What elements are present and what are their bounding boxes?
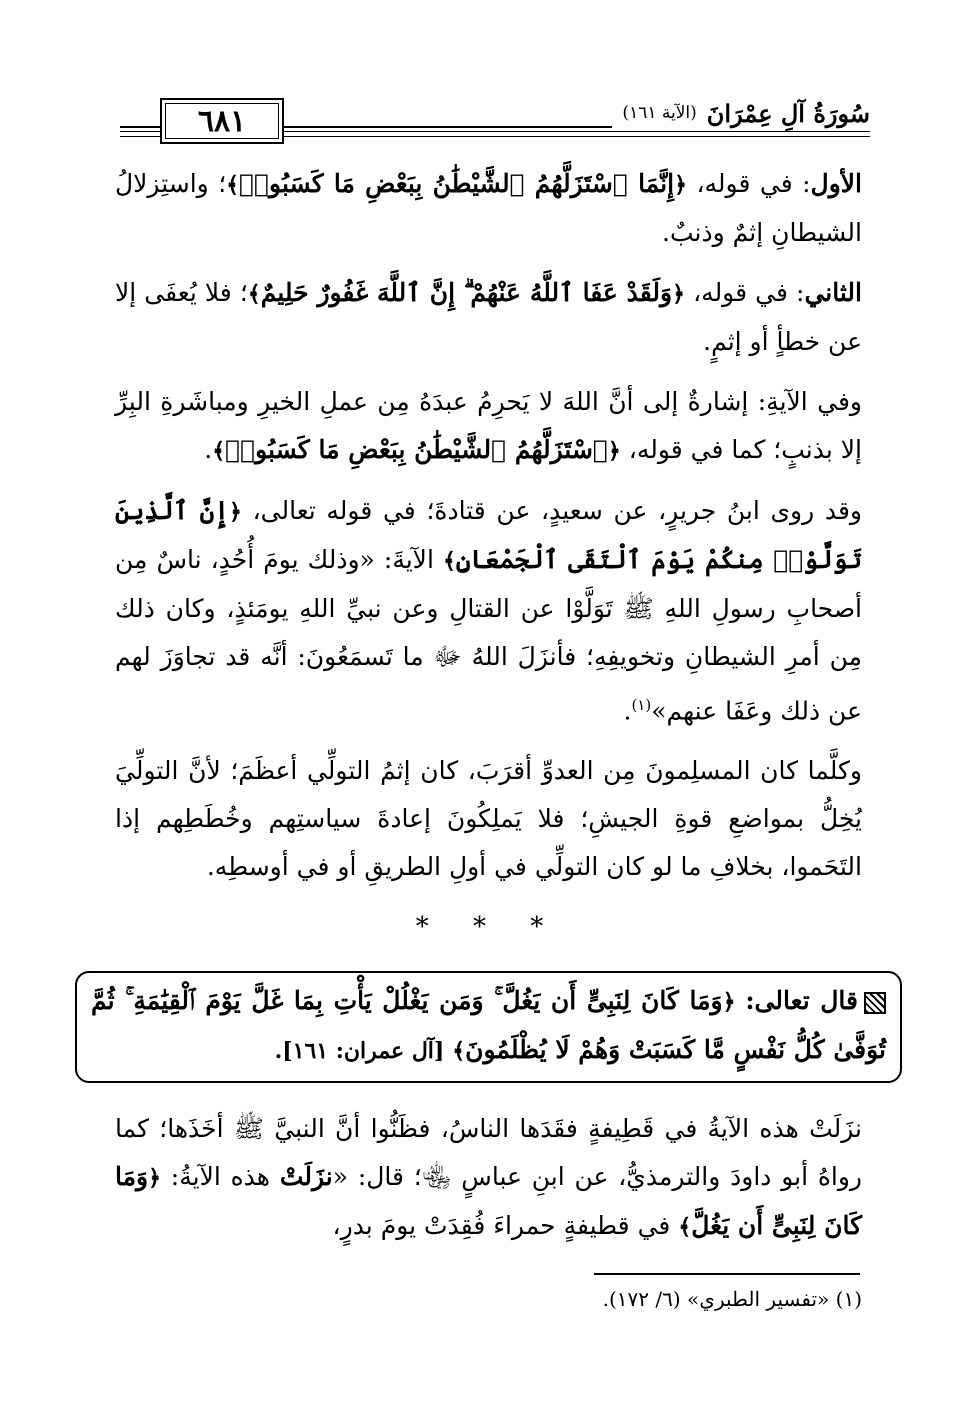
footnote-number: (١) (835, 1287, 862, 1311)
quran-quote: وَمَا كَانَ لِنَبِىٍّ أَن يَغُلَّ ۚ وَمَن يَغْلُلْ يَأْتِ بِمَا غَلَّ يَوْمَ ٱلْقِيَٰمَةِ ۚ ثُمَّ تُوَفَّىٰ كُلُّ نَفْسٍ مَّا كَسَبَتْ وَهُمْ لَا يُظْلَمُونَ (91, 986, 886, 1065)
quran-bracket-close: ﴾ (678, 1214, 692, 1241)
quran-bracket-open: ﴿ (722, 989, 736, 1016)
ayah-intro: قال تعالى: (745, 986, 858, 1016)
quran-bracket-open: ﴿ (672, 281, 685, 307)
text: وقد روى ابنُ جريرٍ، عن سعيدٍ، عن قتادةَ؛ في قوله تعالى، (252, 496, 862, 525)
quran-quote: وَمَا كَانَ لِنَبِىٍّ أَن يَغُلَّ (115, 1162, 862, 1241)
quran-bracket-close: ﴾ (442, 548, 456, 574)
paragraph-sixth (115, 1105, 862, 1251)
text: : في قوله، (693, 278, 805, 307)
quran-bracket-close: ﴾ (452, 1038, 466, 1065)
quran-bracket-close: ﴾ (226, 172, 240, 198)
paragraph-second (115, 269, 862, 366)
text: هذه الآيةُ: (170, 1162, 270, 1192)
text: . (204, 435, 213, 464)
text: وكلَّما كان المسلِمونَ مِن العدوِّ أقرَبَ، كان إثمُ التولِّي أعظَمَ؛ لأنَّ التولِّيَ يُخِلُّ بمواضعِ قوةِ الجيشِ؛ فلا يَملِكُونَ إعادةَ سياستِهم وخُطَطِهم إذا التَحَموا، بخلافِ ما لو كان التولِّي في أولِ الطريقِ أو في أوسطِه. (115, 756, 862, 882)
paragraph-fifth (115, 747, 862, 891)
ayah-box (75, 971, 902, 1083)
text: وفي الآيةِ: إشارةٌ إلى أنَّ اللهَ لا يَحرِمُ عبدَهُ مِن عملِ الخيرِ ومباشَرةِ البِرِّ إلا بذنبٍ؛ كما في قوله، (115, 387, 862, 464)
quran-quote: إِنَّمَا ٱسْتَزَلَّهُمُ ٱلشَّيْطَٰنُ بِبَعْضِ مَا كَسَبُوا۟ (239, 169, 675, 198)
ayah-citation: [آل عمران: ١٦١]. (274, 1038, 445, 1065)
footnote (603, 1284, 862, 1314)
paragraph-third (115, 378, 862, 475)
ornament-icon (864, 992, 886, 1014)
page-body (91, 160, 886, 1263)
quran-bracket-open: ﴿ (607, 438, 621, 464)
text: ؛ فلا يُعفَى إلا عن خطأٍ أو إثمٍ. (115, 278, 862, 356)
quran-quote: إِنَّ ٱلَّذِينَ تَوَلَّوْا۟ مِنكُمْ يَوْمَ ٱلْتَقَى ٱلْجَمْعَانِ (115, 496, 862, 574)
page-header (120, 98, 870, 146)
text: نزَلَتْ هذه الآيةُ في قَطِيفةٍ فقَدَها الناسُ، فظَنُّوا أنَّ النبيَّ ﷺ أخَذَها؛ كما رواهُ أبو داودَ والترمذيُّ، عن ابنِ عباسٍ ﵄؛ قال: « (115, 1114, 863, 1192)
text: ؛ واستِزلالُ الشيطانِ إثمٌ وذنبٌ. (115, 169, 862, 247)
quote-keyword: نزَلَتْ (279, 1162, 333, 1192)
section-separator: * * * (415, 912, 562, 943)
footnote-divider (594, 1273, 860, 1275)
quran-quote: وَلَقَدْ عَفَا ٱللَّهُ عَنْهُمْ ۗ إِنَّ ٱللَّهَ غَفُورٌ حَلِيمٌ (260, 278, 673, 307)
text: . (623, 696, 632, 726)
text: : في قوله، (696, 169, 811, 198)
footnote-text: «تفسير الطبري» (٦/ ١٧٢). (602, 1287, 830, 1311)
quran-bracket-open: ﴿ (148, 1165, 161, 1192)
quran-bracket-close: ﴾ (212, 438, 226, 464)
footnote-reference[interactable]: (١) (631, 696, 652, 714)
text: في قطيفةٍ حمراءَ فُقِدَتْ يومَ بدرٍ، (332, 1211, 671, 1241)
quran-bracket-open: ﴿ (228, 499, 242, 525)
paragraph-first (115, 160, 862, 257)
term-first: الأول (810, 169, 862, 198)
quran-quote: ٱسْتَزَلَّهُمُ ٱلشَّيْطَٰنُ بِبَعْضِ مَا كَسَبُوا۟ (225, 435, 608, 464)
quran-bracket-close: ﴾ (247, 281, 261, 307)
term-second: الثاني (804, 278, 862, 307)
running-head (612, 98, 870, 128)
ayah-reference: (الآية ١٦١) (622, 103, 697, 123)
text: الآيةَ: «وذلك يومَ أُحُدٍ، ناسٌ مِن أصحابِ رسولِ اللهِ ﷺ تَوَلَّوْا عن القتالِ وعن نبيِّ اللهِ يومَئذٍ، وكان ذلك مِن أمرِ الشيطانِ وتخويفِهِ؛ فأنزَلَ اللهُ ﷻ ما تَسمَعُونَ: أنَّه قد تجاوَزَ لهم عن ذلك وعَفَا عنهم» (115, 545, 862, 726)
surah-title: سُورَةُ آلِ عِمْرَانَ (706, 98, 870, 128)
quran-bracket-open: ﴿ (674, 172, 687, 198)
page-number: ٦٨١ (160, 98, 284, 144)
paragraph-fourth (115, 487, 862, 735)
